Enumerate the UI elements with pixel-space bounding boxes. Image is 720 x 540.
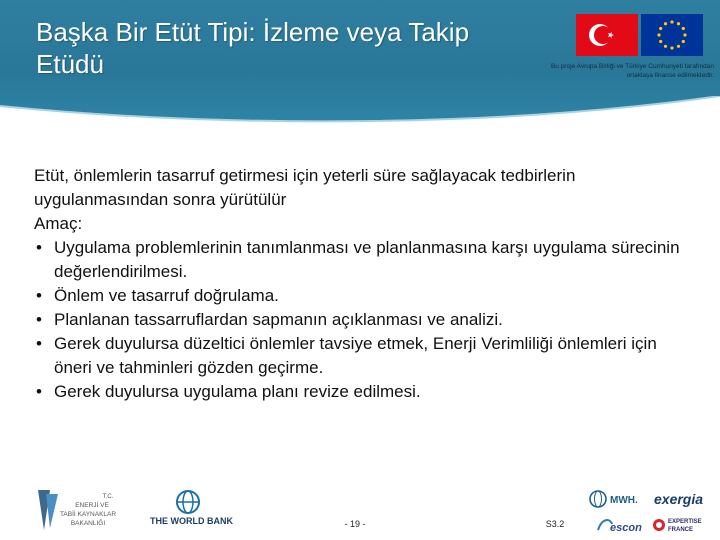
funding-note: Bu proje Avrupa Birliği ve Türkiye Cumhuriyeti tarafından ortaklaşa finanse edilmektedir. [550,63,714,79]
world-bank-logo [148,488,268,532]
exergia-logo [652,488,714,510]
ministry-logo [36,488,126,532]
svg-text:TABİİ KAYNAKLAR: TABİİ KAYNAKLAR [59,511,117,518]
slide-title: Başka Bir Etüt Tipi: İzleme veya Takip Etüdü [36,17,470,79]
list-item: • Planlanan tassarruflardan sapmanın açıklanması ve analizi. [34,308,694,332]
list-item: • Önlem ve tasarruf doğrulama. [34,284,694,308]
expertise-france-logo [652,514,716,536]
svg-text:ENERJİ VE: ENERJİ VE [75,502,109,509]
svg-text:EXPERTISE: EXPERTISE [668,519,702,525]
header-wave [0,96,720,142]
list-item: • Gerek duyulursa uygulama planı revize edilmesi. [34,380,694,404]
eu-flag-icon [641,14,703,56]
mwh-logo [588,488,650,510]
escon-logo [596,514,646,536]
svg-text:THE WORLD BANK: THE WORLD BANK [150,516,233,526]
page-number: - 19 - [344,519,366,529]
list-item: • Gerek duyulursa düzeltici önlemler tavsiye etmek, Enerji Verimliliği önlemleri için öneri ve tahminleri gözden geçirme. [34,332,694,380]
header-band [0,0,720,130]
intro-text: Etüt, önlemlerin tasarruf getirmesi için yeterli süre sağlayacak tedbirlerin uygulanmasından sonra yürütülür [34,166,576,209]
svg-text:FRANCE: FRANCE [668,527,693,533]
svg-text:MWH.: MWH. [610,495,638,506]
slide-content [34,164,694,404]
svg-text:exergia: exergia [654,491,704,507]
turkish-flag-icon [576,14,638,56]
slide-code: S3.2 [545,519,565,529]
list-item: • Uygulama problemlerinin tanımlanması ve planlanmasına karşı uygulama sürecinin değerlendirilmesi. [34,236,694,284]
purpose-label: Amaç: [34,214,83,233]
svg-text:BAKANLIĞI: BAKANLIĞI [70,520,106,527]
svg-text:T.C.: T.C. [102,494,114,500]
svg-text:escon: escon [610,522,642,534]
purpose-list [34,236,694,404]
